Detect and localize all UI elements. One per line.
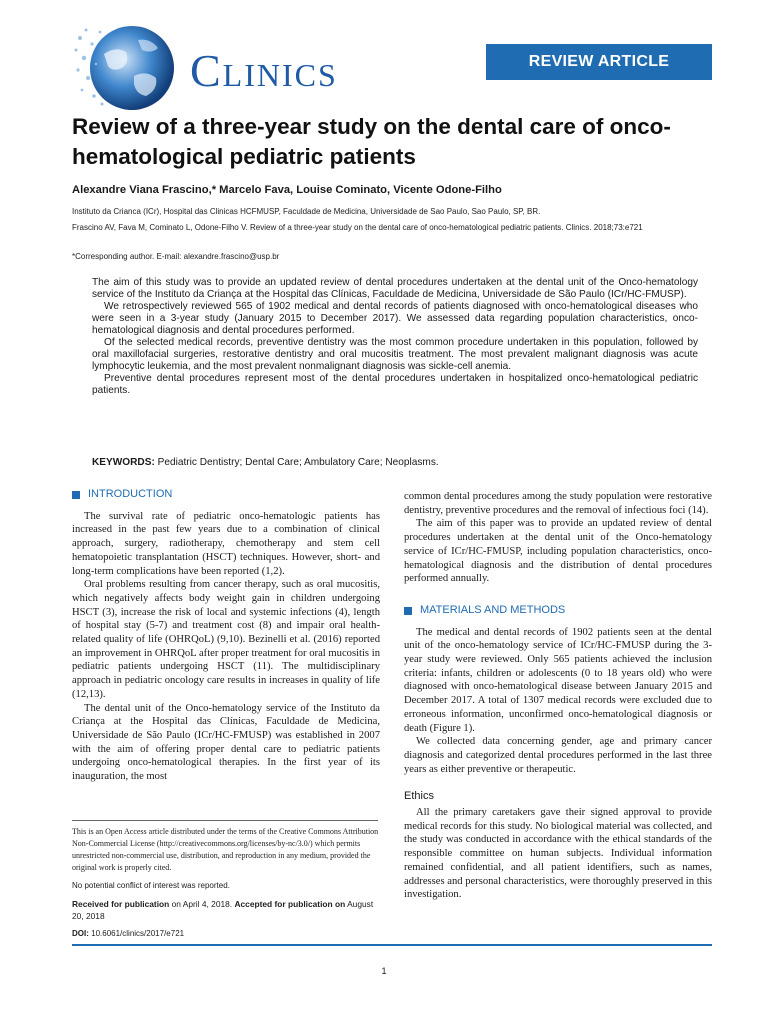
journal-logo — [72, 18, 412, 108]
citation: Frascino AV, Fava M, Cominato L, Odone-Filho V. Review of a three-year study on the dental care of onco-hematological pediatric patients. Clinics. 2018;73:e721 — [72, 223, 643, 232]
author-list: Alexandre Viana Frascino,* Marcelo Fava, Louise Cominato, Vicente Odone-Filho — [72, 184, 502, 196]
section-heading-label: INTRODUCTION — [88, 488, 173, 500]
accepted-on: on — [334, 899, 346, 909]
body-paragraph: All the primary caretakers gave their signed approval to provide medical records for this study. No biological material was collected, and the study was conducted in accordance with the ethical standards of the responsible committee on human subjects. Individual information remained confidential, and all patient identifiers, such as names, addresses and personal characteristics, were thoroughly preserved in this investigation. — [404, 807, 712, 901]
footnotes — [72, 826, 380, 946]
keywords-label: KEYWORDS: — [92, 457, 155, 468]
article-title: Review of a three-year study on the dental care of onco-hematological pediatric patients — [72, 114, 671, 169]
body-paragraph: We collected data concerning gender, age and primary cancer diagnosis and categorized dental procedures performed in the last three years as either preventive or therapeutic. — [404, 736, 712, 775]
corresponding-author: *Corresponding author. E-mail: alexandre.frascino@usp.br — [72, 252, 280, 261]
affiliation: Instituto da Crianca (ICr), Hospital das Clinicas HCFMUSP, Faculdade de Medicina, Universidade de Sao Paulo, Sao Paulo, SP, BR. — [72, 207, 541, 216]
conflict-note: No potential conflict of interest was reported. — [72, 881, 230, 890]
footnote-divider — [72, 820, 378, 821]
doi-line — [72, 928, 380, 940]
globe-icon — [72, 18, 184, 114]
section-heading-introduction — [72, 488, 380, 502]
abstract-paragraph: Preventive dental procedures represent most of the dental procedures undertaken in hospitalized onco-hematological pediatric patients. — [92, 373, 698, 396]
square-bullet-icon — [404, 607, 412, 615]
body-paragraph: The dental unit of the Onco-hematology service of the Instituto da Criança at the Hospital das Clínicas, Faculdade de Medicina, Universidade de São Paulo (ICr/HC-FMUSP) was established in 2007 with the aim of offering proper dental care to pediatric patients undergoing onco-hematological therapies. In the first year of its inauguration, the most — [72, 702, 380, 783]
page-bottom-rule — [72, 944, 712, 946]
page-number: 1 — [381, 966, 387, 976]
subsection-heading-ethics: Ethics — [404, 790, 434, 803]
accepted-date: August 20, 2018 — [72, 899, 374, 921]
publication-dates — [72, 898, 380, 922]
keywords-value: Pediatric Dentistry; Dental Care; Ambulatory Care; Neoplasms. — [157, 457, 439, 468]
body-paragraph: The medical and dental records of 1902 patients seen at the dental unit of the onco-hematology service of ICr/HC-FMUSP during the 3-year study were reviewed. Only 565 patients achieved the inclusion criteria: infants, children or adolescents (0 to 18 years old) who were diagnosed with onco-hematological disease between January 2015 and December 2017. A total of 1307 medical records were excluded due to erroneous information, unconfirmed onco-hematological diagnosis or death (Figure 1). — [404, 626, 712, 734]
abstract-paragraph: Of the selected medical records, preventive dentistry was the most common procedure undertaken in this population, followed by oral maxillofacial surgeries, restorative dentistry and oral mucositis treatment. The most prevalent malignant diagnosis was acute lymphocytic leukemia, and the most prevalent nonmalignant diagnosis was sickle-cell anemia. — [92, 337, 698, 372]
left-column — [72, 488, 380, 784]
journal-name: Clinics — [190, 45, 338, 96]
body-paragraph: The survival rate of pediatric onco-hematologic patients has increased in the past few years due to a combination of clinical approach, surgery, radiotherapy, chemotherapy and stem cell hematopoietic transplantation (HSCT) techniques. However, short- and long-term complications have been reported (1,2). — [72, 510, 380, 577]
section-heading-methods — [404, 604, 712, 618]
keywords — [92, 457, 698, 468]
body-paragraph: The aim of this paper was to provide an updated review of dental procedures undertaken at the dental unit of the Onco-hematology service of ICr/HC-FMUSP, including population characteristics, onco-hematological diagnosis and the distribution of dental procedures performed annually. — [404, 518, 712, 585]
body-paragraph: Oral problems resulting from cancer therapy, such as oral mucositis, which negatively affects body weight gain in children undergoing HSCT (3), increase the risk of local and systemic infections (4), length of hospital stay (5-7) and treatment cost (8) and impair oral health-related quality of life (OHRQoL) (9,10). Bezinelli et al. (2016) reported an improvement in OHRQoL after proper treatment for oral mucositis in pediatric patients undergoing HSCT (11). The multidisciplinary approach in pediatric oncology care results in increases in quality of life (12,13). — [72, 579, 380, 700]
received-label: Received for publication — [72, 899, 170, 909]
section-heading-label: MATERIALS AND METHODS — [420, 603, 566, 616]
accepted-label: Accepted for publication — [234, 899, 333, 909]
abstract-paragraph: The aim of this study was to provide an updated review of dental procedures undertaken at the dental unit of the Onco-hematology service of the Instituto da Criança at the Hospital das Clínicas, Faculdade de Medicina, Universidade de São Paulo (ICr/HC-FMUSP). — [92, 277, 698, 300]
abstract-paragraph: We retrospectively reviewed 565 of 1902 medical and dental records of patients diagnosed with onco-hematological diseases who were seen in a 3-year study (January 2015 to December 2017). We assessed data regarding population characteristics, onco-hematological diagnosis and dental procedures performed. — [92, 301, 698, 336]
received-date: on April 4, 2018. — [171, 899, 233, 909]
body-paragraph: common dental procedures among the study population were restorative dentistry, preventive procedures and the removal of infectious foci (14). — [404, 491, 712, 516]
doi-label: DOI: — [72, 929, 89, 938]
square-bullet-icon — [72, 491, 80, 499]
right-column — [404, 490, 712, 902]
abstract — [92, 277, 698, 397]
article-type-badge: REVIEW ARTICLE — [486, 44, 712, 80]
doi-link[interactable]: 10.6061/clinics/2017/e721 — [91, 929, 185, 938]
license-note: This is an Open Access article distributed under the terms of the Creative Commons Attribution Non-Commercial License (http://creativecommons.org/licenses/by-nc/3.0/) which permits unrestricted non-commercial use, distribution, and reproduction in any medium, provided the original work is properly cited. — [72, 827, 379, 872]
